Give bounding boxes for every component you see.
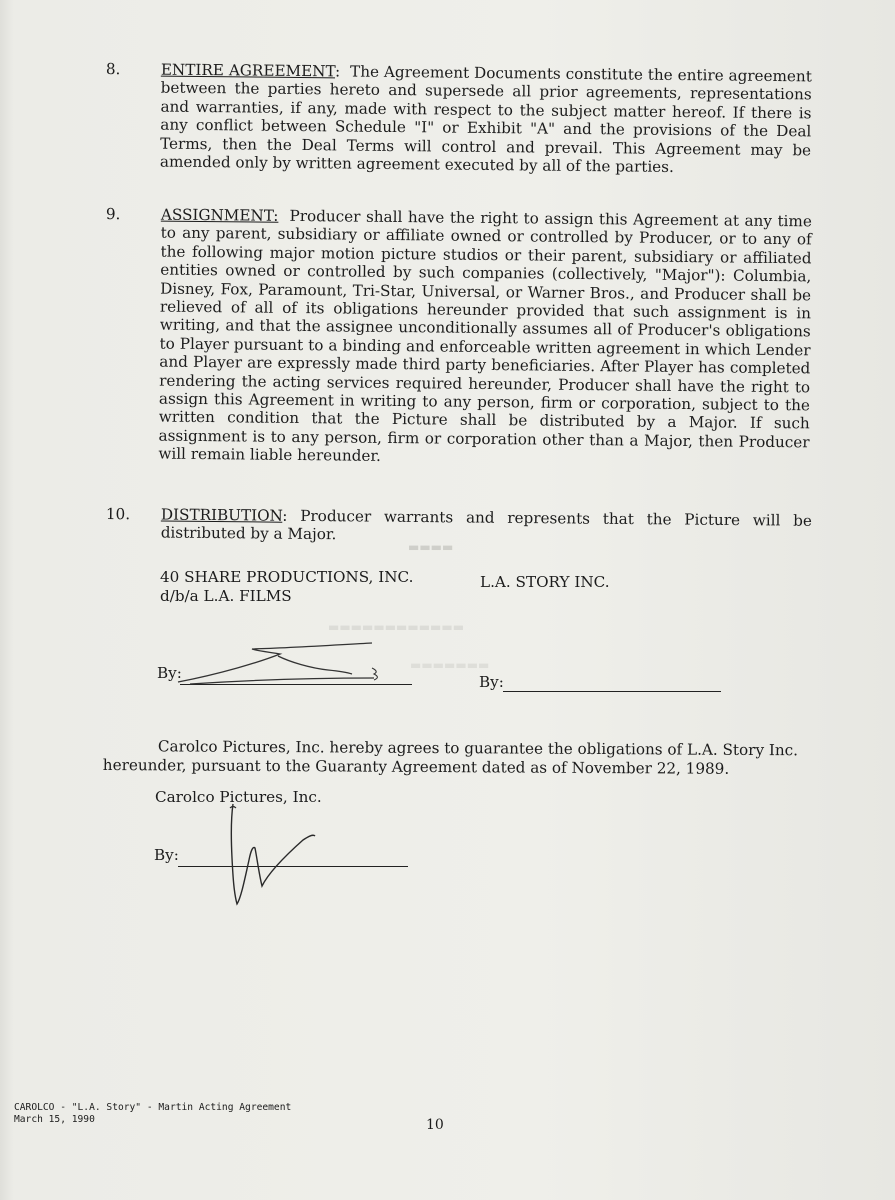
clause-text: Producer shall have the right to assign this Agreement at any time to any parent, subsidiary or affiliate owned or controlled by Producer, or to any of the following major motion picture studios or their parent, subsidiary or affiliated entities owned or controlled by such companies (collectively, "Major"): Columbia, Disney, Fox, Paramount, Tri-Star, Universal, or Warner Bros., and Producer shall be relieved of all of its obligations hereunder provided that such assignment is in writing, and that the assignee unconditionally assumes all of Producer's obligations to Player pursuant to a binding and enforceable written agreement in which Lender and Player are expressly made third party beneficiaries. After Player has completed rendering the acting services required hereunder, Producer shall have the right to assign this Agreement in writing to any person, firm or corporation, subject to the written condition that the Picture shall be distributed by a Major. If such assignment is to any person, firm or corporation other than a Major, then Producer will remain liable hereunder.: [158, 206, 812, 466]
story-company-name: L.A. STORY INC.: [480, 573, 610, 591]
bleed-through-text: ▬▬▬▬: [408, 540, 454, 554]
document-footer: [14, 1102, 291, 1126]
clause-heading: DISTRIBUTION: [160, 505, 283, 525]
bleed-through-text: ▬▬▬▬▬▬▬▬▬▬▬▬: [328, 620, 465, 634]
footer-title: CAROLCO - "L.A. Story" - Martin Acting Agreement: [14, 1102, 292, 1113]
clause-text: The Agreement Documents constitute the entire agreement between the parties hereto and supersede all prior agreements, representations and warranties, if any, made with respect to the subject matter hereof. If there is any conflict between Schedule "I" or Exhibit "A" and the provisions of the Deal Terms, then the Deal Terms will control and prevail. This Agreement may be amended only by written agreement executed by all of the parties.: [159, 62, 812, 176]
guarantee-line-1: Carolco Pictures, Inc. hereby agrees to guarantee the obligations of L.A. Story Inc.: [157, 737, 799, 760]
story-signature-line: [503, 691, 721, 692]
story-by-label: By:: [479, 673, 504, 691]
carolco-by-label: By:: [154, 846, 179, 864]
clause-text: Producer warrants and represents that the Picture will be distributed by a Major.: [160, 506, 812, 544]
producer-signature: [160, 640, 420, 690]
clause-8: [105, 60, 812, 178]
clause-body: [158, 206, 812, 470]
clause-10: [106, 505, 812, 549]
guarantee-line-2: hereunder, pursuant to the Guaranty Agreement dated as of November 22, 1989.: [102, 755, 730, 778]
page-number: 10: [426, 1117, 444, 1133]
clause-body: DISTRIBUTION: Producer warrants and represents that the Picture will be distributed by a Major.: [160, 505, 812, 544]
guarantee-paragraph: [103, 737, 813, 779]
producer-dba: d/b/a L.A. FILMS: [160, 587, 292, 605]
clause-9: [103, 205, 812, 470]
producer-by-label: By:: [157, 664, 182, 682]
carolco-company-name: Carolco Pictures, Inc.: [155, 788, 322, 806]
bleed-through-text: ▬▬▬▬▬▬▬: [410, 658, 490, 672]
clause-heading: ASSIGNMENT:: [160, 205, 279, 225]
footer-date: March 15, 1990: [14, 1114, 95, 1125]
producer-company-name: 40 SHARE PRODUCTIONS, INC.: [160, 568, 414, 586]
clause-number: 8.: [105, 60, 121, 79]
clause-number: 10.: [105, 505, 131, 524]
clause-number: 9.: [105, 205, 121, 224]
clause-heading: ENTIRE AGREEMENT: [160, 60, 336, 81]
clause-body: ENTIRE AGREEMENT: The Agreement Documents constitute the entire agreement between the parties hereto and supersede all prior agreements, representations and warranties, if any, made with respect to the subject matter hereof. If there is any conflict between Schedule "I" or Exhibit "A" and the provisions of the Deal Terms, then the Deal Terms will control and prevail. This Agreement may be amended only by written agreement executed by all of the parties.: [159, 60, 812, 176]
carolco-signature: [225, 798, 335, 913]
